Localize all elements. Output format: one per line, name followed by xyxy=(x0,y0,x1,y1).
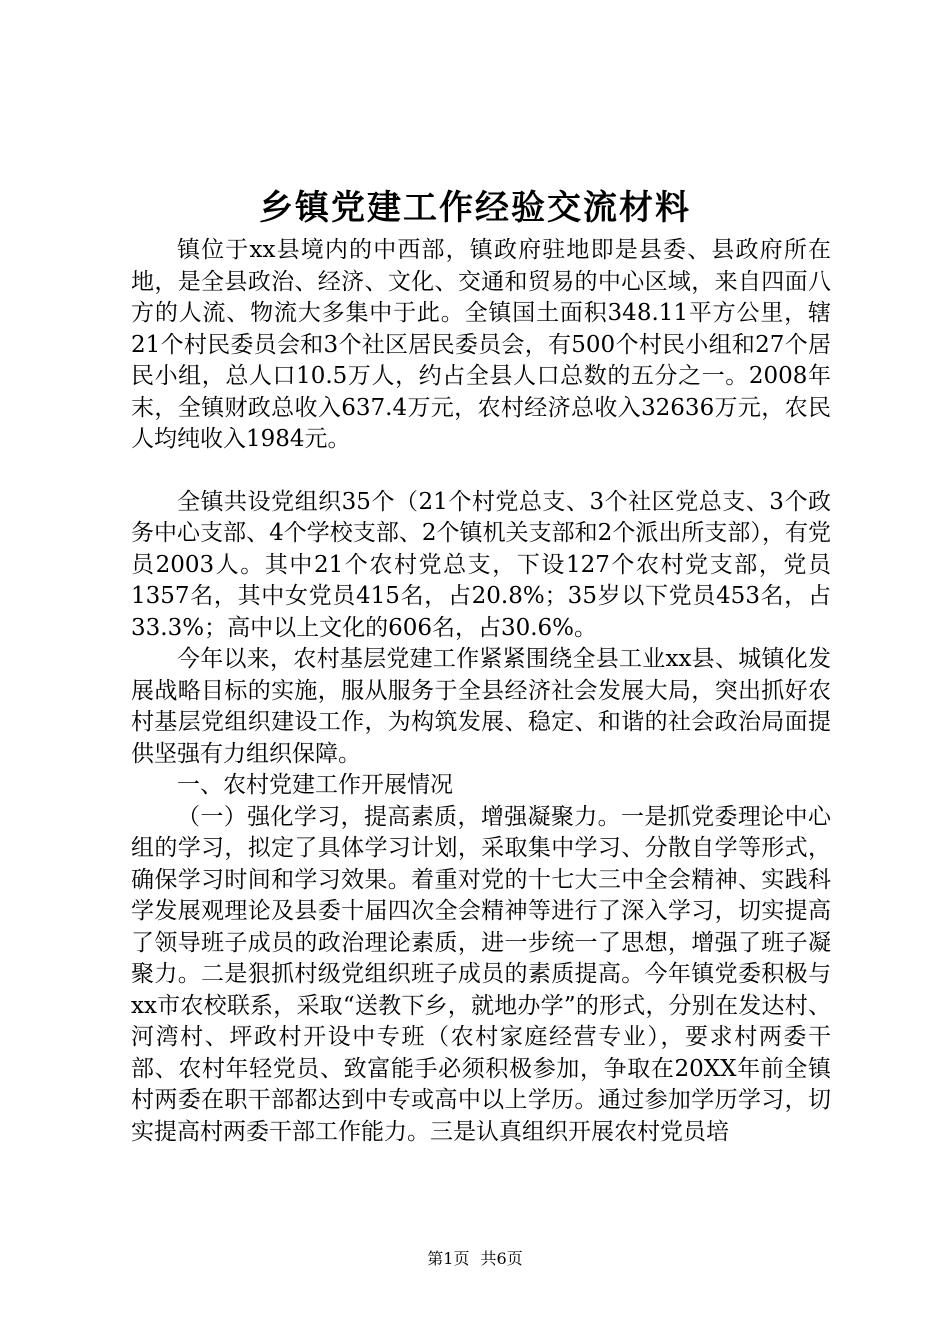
paragraph-subsection-1: （一）强化学习，提高素质，增强凝聚力。一是抓党委理论中心组的学习，拟定了具体学习计划，采取集中学习、分散自学等形式，确保学习时间和学习效果。着重对党的十七大三中全会精神、实践科学发展观理论及县委十届四次全会精神等进行了深入学习，切实提高了领导班子成员的政治理论素质，进一步统一了思想，增强了班子凝聚力。二是狠抓村级党组织班子成员的素质提高。今年镇党委积极与xx市农校联系，采取“送教下乡，就地办学”的形式，分别在发达村、河湾村、坪政村开设中专班（农村家庭经营专业），要求村两委干部、农村年轻党员、致富能手必须积极参加，争取在20XX年前全镇村两委在职干部都达到中专或高中以上学历。通过参加学历学习，切实提高村两委干部工作能力。三是认真组织开展农村党员培 xyxy=(131,803,831,1145)
paragraph-town-overview: 镇位于xx县境内的中西部，镇政府驻地即是县委、县政府所在地，是全县政治、经济、文化、交通和贸易的中心区域，来自四面八方的人流、物流大多集中于此。全镇国土面积348.11平方公里，辖21个村民委员会和3个社区居民委员会，有500个村民小组和27个居民小组，总人口10.5万人，约占全县人口总数的五分之一。2008年末，全镇财政总收入637.4万元，农村经济总收入32636万元，农民人均纯收入1984元。 xyxy=(131,237,831,452)
paragraph-party-organizations: 全镇共设党组织35个（21个村党总支、3个社区党总支、3个政务中心支部、4个学校支部、2个镇机关支部和2个派出所支部），有党员2003人。其中21个农村党总支，下设127个农村党支部，党员1357名，其中女党员415名，占20.8%；35岁以下党员453名，占33.3%；高中以上文化的606名，占30.6%。 xyxy=(131,488,831,641)
document-body xyxy=(131,235,831,1148)
page-footer xyxy=(0,1248,950,1270)
page-total: 共6页 xyxy=(480,1249,523,1268)
document-title: 乡镇党建工作经验交流材料 xyxy=(259,188,691,228)
section-heading-1: 一、农村党建工作开展情况 xyxy=(177,772,453,798)
paragraph-this-year: 今年以来，农村基层党建工作紧紧围绕全县工业xx县、城镇化发展战略目标的实施，服从服务于全县经济社会发展大局，突出抓好农村基层党组织建设工作，为构筑发展、稳定、和谐的社会政治局面提供坚强有力组织保障。 xyxy=(131,646,831,767)
page-number: 第1页 xyxy=(427,1249,470,1268)
